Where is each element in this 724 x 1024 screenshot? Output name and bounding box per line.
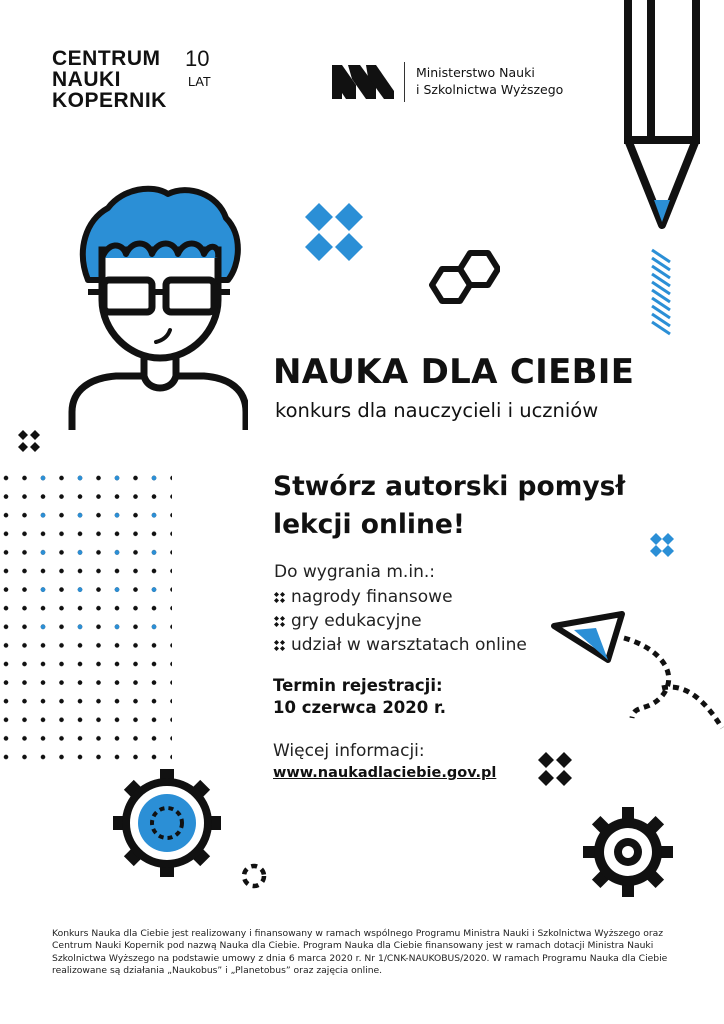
deadline-date: 10 czerwca 2020 r. [273,698,447,717]
cnk-logo-line3: KOPERNIK [52,89,167,112]
registration-deadline [273,675,446,719]
headline [273,468,625,544]
dot-grid [0,472,180,772]
dashed-ring-icon [240,862,268,890]
pencil-icon [618,0,708,345]
ministry-logo-mark-icon [332,65,394,99]
deadline-label: Termin rejestracji: [273,676,443,695]
page-subtitle: konkurs dla nauczycieli i uczniów [275,399,599,422]
x-bullet-icon [274,592,285,603]
paper-plane-icon [550,608,724,733]
blue-x-small-icon [650,533,674,557]
x-bullet-icon [274,616,285,627]
x-bullet-icon [274,640,285,651]
cnk-anniversary-number: 10 [185,46,210,71]
prizes-intro: Do wygrania m.in.: [274,562,435,582]
headline-line2: lekcji online! [273,509,465,540]
list-item [274,585,527,609]
black-x-medium-icon [538,752,572,786]
prize-label: gry edukacyjne [291,611,422,631]
hexagon-molecule-icon [426,247,500,305]
list-item [274,633,527,657]
prizes-list [274,585,527,657]
gear-icon [582,806,674,898]
cnk-anniversary-label: LAT [188,74,211,89]
cnk-logo-line1: CENTRUM [52,47,161,70]
more-info-label: Więcej informacji: [273,741,425,761]
prize-label: nagrody finansowe [291,587,453,607]
ministry-logo-text [416,64,563,98]
cnk-logo [52,48,167,111]
black-x-cluster-icon [18,430,40,452]
ministry-logo-line1: Ministerstwo Nauki [416,65,535,80]
teacher-avatar-icon [68,180,248,430]
blue-x-cluster-icon [305,203,363,261]
website-link[interactable]: www.naukadlaciebie.gov.pl [273,765,497,781]
headline-line1: Stwórz autorski pomysł [273,471,626,502]
gear-blue-icon [112,768,222,878]
prize-label: udział w warsztatach online [291,635,527,655]
page-title: NAUKA DLA CIEBIE [273,352,635,392]
list-item [274,609,527,633]
cnk-logo-line2: NAUKI [52,68,121,91]
ministry-logo-line2: i Szkolnictwa Wyższego [416,82,564,97]
footer-disclaimer: Konkurs Nauka dla Ciebie jest realizowany i finansowany w ramach wspólnego Programu Ministra Nauki i Szkolnictwa Wyższego oraz Centrum Nauki Kopernik pod nazwą Nauka dla Ciebie. Program Nauka dla Ciebie finansowany jest w ramach dotacji Ministra Nauki Szkolnictwa Wyższego na podstawie umowy z dnia 6 marca 2020 r. Nr 1/CNK-NAUKOBUS/2020. W ramach Programu Nauka dla Ciebie realizowane są działania „Naukobus” i „Planetobus” oraz zajęcia online. [52,928,668,977]
ministry-logo-divider [404,62,405,102]
